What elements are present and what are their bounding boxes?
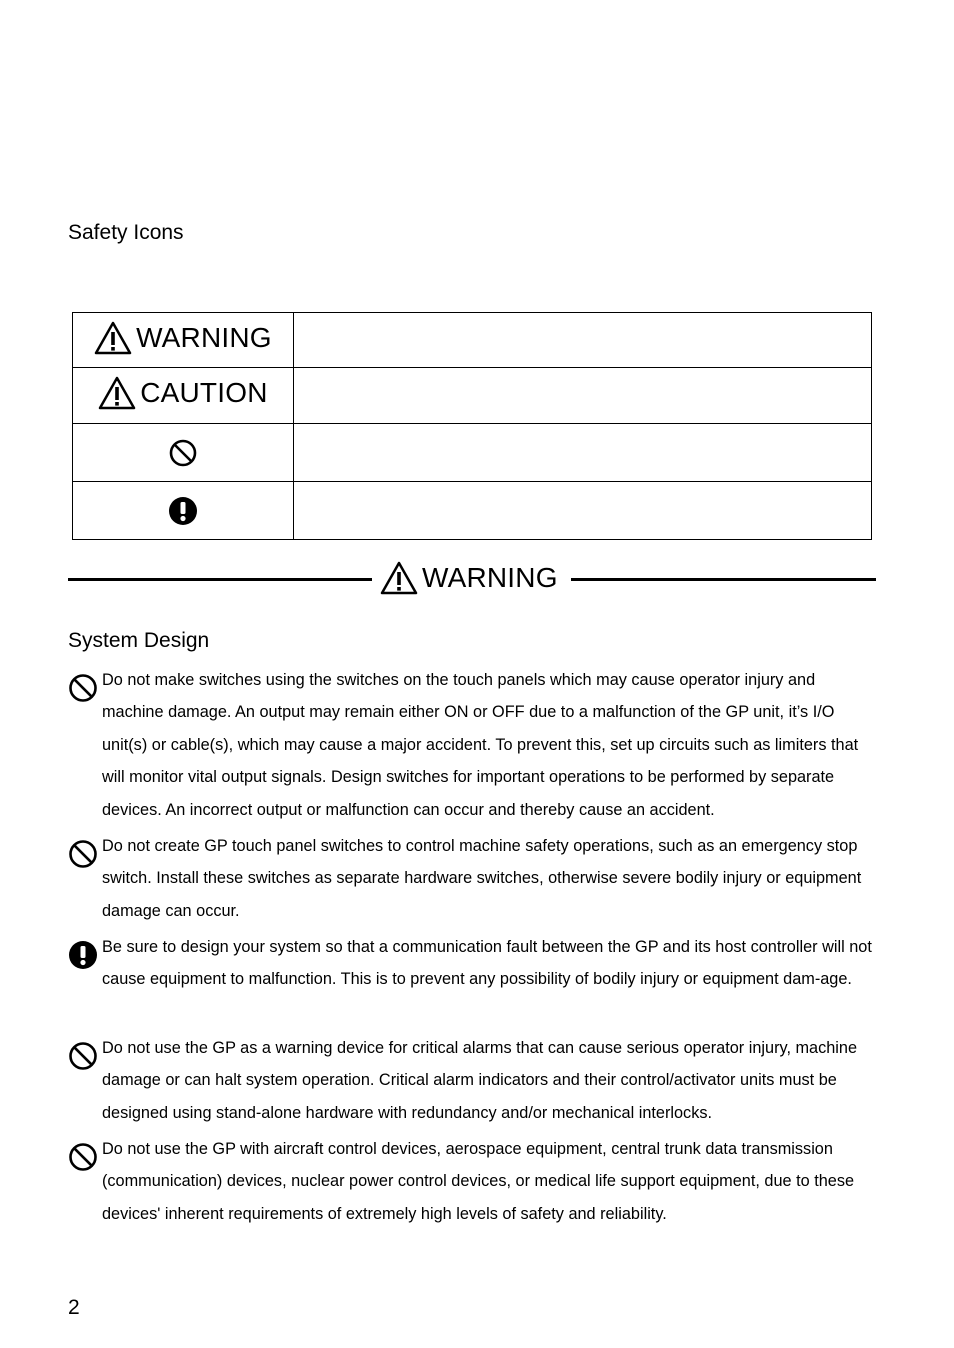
list-item	[68, 671, 878, 826]
safety-icons-title: Safety Icons	[68, 221, 184, 244]
prohibited-icon	[68, 839, 98, 869]
item-text: Do not create GP touch panel switches to control machine safety operations, such as an emergency stop switch. Install these switches as separate hardware switches, otherwise severe bodily injury or equipment damage can occur.	[102, 837, 862, 920]
divider-line-left	[68, 578, 372, 581]
caution-label: CAUTION	[140, 377, 268, 408]
table-row-prohibited	[73, 424, 872, 482]
prohibited-icon	[168, 438, 198, 468]
prohibited-icon	[68, 1142, 98, 1172]
caution-description	[293, 368, 871, 424]
prohibited-icon	[68, 673, 98, 703]
item-text: Be sure to design your system so that a communication fault between the GP and its host controller will not cause equipment to malfunction. This is to prevent any possibility of bodily injury or equipment dam-age.	[102, 938, 872, 989]
table-row-mandatory	[73, 482, 872, 540]
warning-description	[293, 313, 871, 368]
item-text: Do not use the GP as a warning device for critical alarms that can cause serious operator injury, machine damage or can halt system operation. Critical alarm indicators and their control/activator units must be designed using stand-alone hardware with redundancy and/or mechanical interlocks.	[102, 1039, 858, 1122]
list-item	[68, 938, 878, 996]
safety-icons-table	[72, 312, 872, 540]
table-row-caution	[73, 368, 872, 424]
warning-divider	[68, 558, 876, 600]
divider-line-right	[571, 578, 876, 581]
page-number: 2	[68, 1296, 80, 1319]
warning-triangle-icon	[380, 561, 418, 595]
warning-label-cell	[73, 313, 294, 368]
prohibited-icon	[68, 1041, 98, 1071]
divider-warning-label: WARNING	[422, 562, 558, 593]
item-text: Do not make switches using the switches on the touch panels which may cause operator injury and machine damage. An output may remain either ON or OFF due to a malfunction of the GP unit, it’s I/O unit(s) or cable(s), which may cause a major accident. To prevent this, set up circuits such as limiters that will monitor vital output signals. Design switches for important operations to be performed by separate devices. An incorrect output or malfunction can occur and thereby cause an accident.	[102, 671, 859, 819]
prohibited-description	[293, 424, 871, 482]
prohibited-icon-cell	[73, 424, 294, 482]
item-text: Do not use the GP with aircraft control devices, aerospace equipment, central trunk data transmission (communication) devices, nuclear power control devices, or medical life support equipment, due to these devices' inherent requirements of extremely high levels of safety and reliability.	[102, 1140, 855, 1223]
list-item	[68, 1039, 878, 1129]
warning-label: WARNING	[136, 321, 272, 353]
caution-label-cell	[73, 368, 294, 424]
mandatory-icon	[168, 496, 198, 526]
mandatory-icon	[68, 940, 98, 970]
caution-triangle-icon	[98, 376, 136, 410]
mandatory-description	[293, 482, 871, 540]
mandatory-icon-cell	[73, 482, 294, 540]
table-row-warning	[73, 313, 872, 368]
system-design-title: System Design	[68, 629, 210, 652]
list-item	[68, 1140, 878, 1230]
list-item	[68, 837, 878, 927]
warning-triangle-icon	[94, 321, 132, 355]
